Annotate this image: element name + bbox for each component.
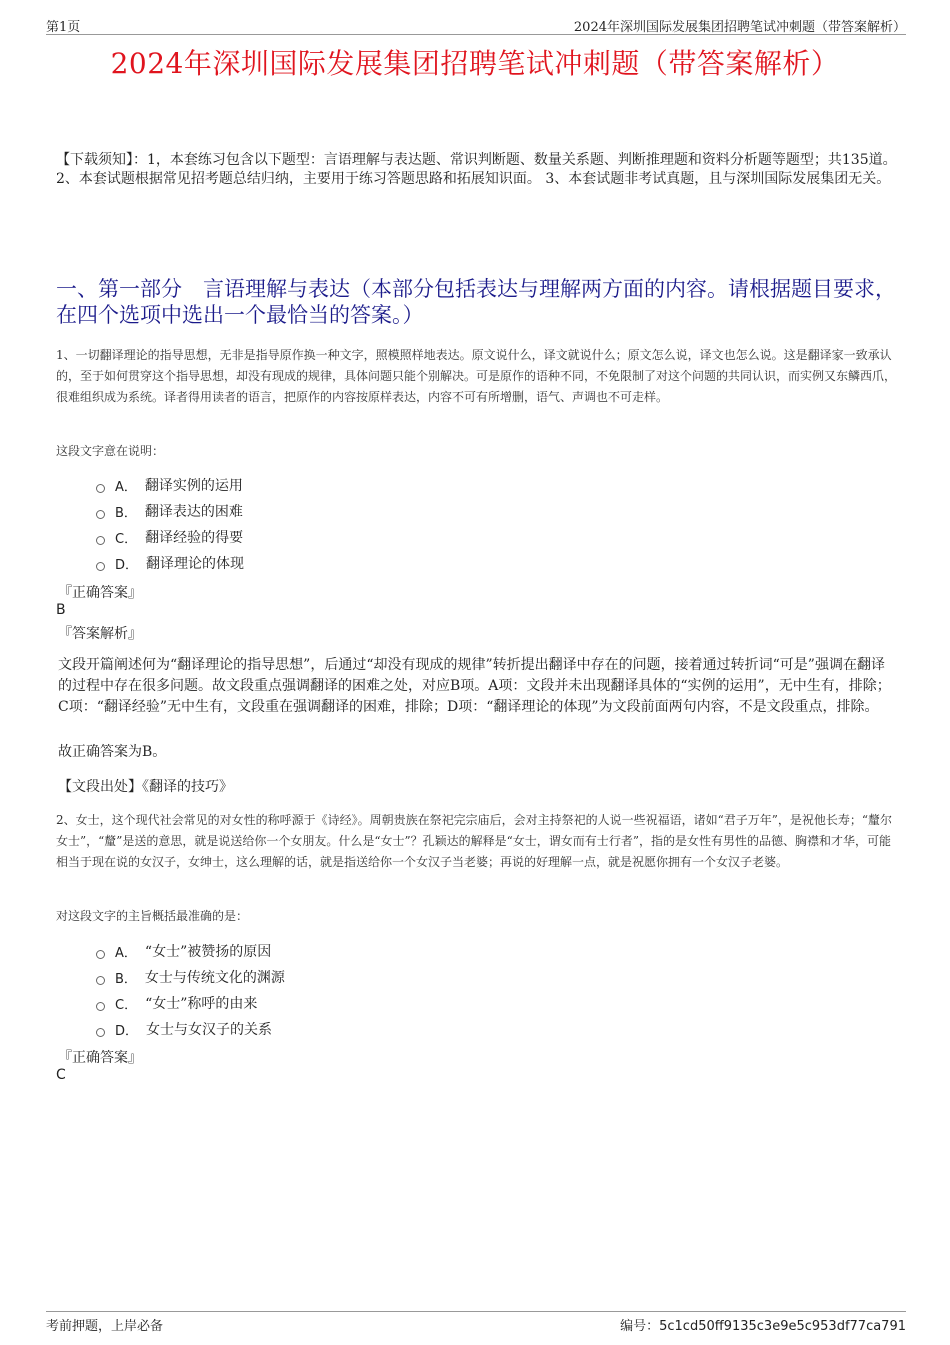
option-b[interactable]: B． 翻译表达的困难 [96, 498, 244, 524]
footer-code: 编号：5c1cd50ff9135c3e9e5c953df77ca791 [620, 1319, 906, 1334]
radio-icon[interactable] [96, 1028, 105, 1037]
question-2-prompt: 对这段文字的主旨概括最准确的是： [56, 909, 249, 923]
page-footer [46, 1311, 906, 1336]
analysis-label: 『答案解析』 [58, 626, 142, 642]
option-d[interactable]: D． 女士与女汉子的关系 [96, 1016, 285, 1042]
analysis-text: 文段开篇阐述何为“翻译理论的指导思想”，后通过“却没有现成的规律”转折提出翻译中存在的问题，接着通过转折词“可是”强调在翻译的过程中存在很多问题。故文段重点强调翻译的困难之处，对应B项。A项：文段并未出现翻译具体的“实例的运用”，无中生有，排除；C项：“翻译经验”无中生有，文段重在强调翻译的困难，排除；D项：“翻译理论的体现”为文段前面两句内容，不是文段重点，排除。 [58, 657, 891, 715]
radio-icon[interactable] [96, 510, 105, 519]
question-2-text: 2、女士，这个现代社会常见的对女性的称呼源于《诗经》。周朝贵族在祭祀完宗庙后，会对主持祭祀的人说一些祝福语，诸如“君子万年”，是祝他长寿；“釐尔女士”，“釐”是送的意思，就是说送给你一个女朋友。什么是“女士”？孔颖达的解释是“女士，谓女而有士行者”，指的是女性有男性的品德、胸襟和才华，可能相当于现在说的女汉子，女绅士，这么理解的话，就是指送给你一个女汉子当老婆；再说的好理解一点，就是祝愿你拥有一个女汉子老婆。 [56, 813, 893, 869]
option-d[interactable]: D． 翻译理论的体现 [96, 550, 244, 576]
radio-icon[interactable] [96, 1002, 105, 1011]
answer-label: 『正确答案』 [58, 585, 142, 601]
question-2-options [96, 938, 285, 1042]
option-b[interactable]: B． 女士与传统文化的渊源 [96, 964, 285, 990]
header-doc-title: 2024年深圳国际发展集团招聘笔试冲刺题（带答案解析） [573, 20, 906, 35]
source-note: 【文段出处】《翻译的技巧》 [58, 779, 233, 795]
analysis-conclusion: 故正确答案为B。 [58, 744, 167, 760]
footer-slogan: 考前押题，上岸必备 [46, 1319, 164, 1334]
answer-label: 『正确答案』 [58, 1050, 142, 1066]
page-header [46, 14, 906, 35]
answer-value: B [56, 602, 66, 618]
option-c[interactable]: C． “女士”称呼的由来 [96, 990, 285, 1016]
answer-value: C [56, 1067, 66, 1083]
option-c[interactable]: C． 翻译经验的得要 [96, 524, 244, 550]
radio-icon[interactable] [96, 976, 105, 985]
question-1-prompt: 这段文字意在说明： [56, 444, 165, 458]
radio-icon[interactable] [96, 562, 105, 571]
radio-icon[interactable] [96, 484, 105, 493]
download-notice: 【下载须知】：1，本套练习包含以下题型：言语理解与表达题、常识判断题、数量关系题、判断推理题和资料分析题等题型；共135道。 2、本套试题根据常见招考题总结归纳，主要用于练习答题思路和拓展知识面。 3、本套试题非考试真题，且与深圳国际发展集团无关。 [56, 152, 897, 187]
question-1-text: 1、一切翻译理论的指导思想，无非是指导原作换一种文字，照模照样地表达。原文说什么，译文就说什么；原文怎么说，译文也怎么说。这是翻译家一致承认的，至于如何贯穿这个指导思想，却没有现成的规律，具体问题只能个别解决。可是原作的语种不同，不免限制了对这个问题的共同认识，而实例又东鳞西爪，很难组织成为系统。译者得用读者的语言，把原作的内容按原样表达，内容不可有所增删，语气、声调也不可走样。 [56, 348, 897, 404]
question-1-options [96, 472, 244, 576]
page-number: 第1页 [46, 20, 81, 35]
radio-icon[interactable] [96, 536, 105, 545]
section-heading: 一、第一部分 言语理解与表达（本部分包括表达与理解两方面的内容。请根据题目要求，在四个选项中选出一个最恰当的答案。） [56, 277, 896, 327]
radio-icon[interactable] [96, 950, 105, 959]
option-a[interactable]: A． 翻译实例的运用 [96, 472, 244, 498]
option-a[interactable]: A． “女士”被赞扬的原因 [96, 938, 285, 964]
document-title: 2024年深圳国际发展集团招聘笔试冲刺题（带答案解析） [110, 47, 840, 80]
